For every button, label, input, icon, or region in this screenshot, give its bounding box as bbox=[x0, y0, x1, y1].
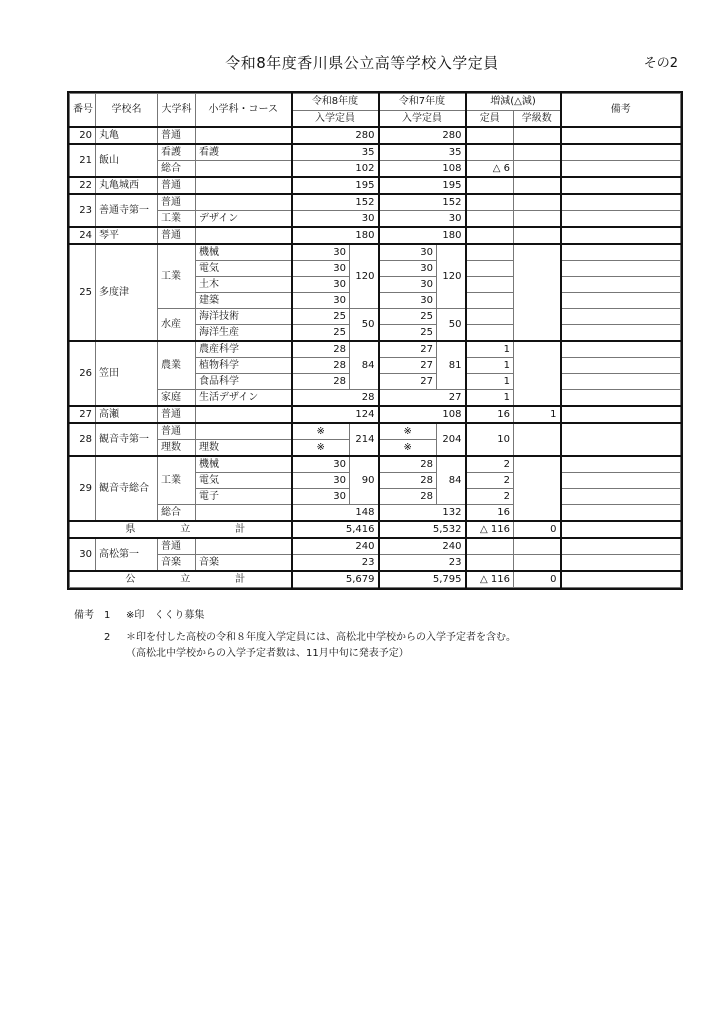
r7-capacity: 195 bbox=[379, 177, 466, 194]
school-name: 多度津 bbox=[96, 244, 158, 341]
remarks bbox=[561, 308, 681, 324]
r7-course-capacity: 30 bbox=[379, 292, 437, 308]
remarks bbox=[561, 227, 681, 244]
r7-capacity: 30 bbox=[379, 210, 466, 227]
course bbox=[196, 127, 292, 144]
r8-course-capacity: 28 bbox=[292, 373, 350, 389]
bundled-recruitment-mark: ※ bbox=[292, 439, 350, 456]
r8-total: 5,679 bbox=[292, 571, 379, 588]
r7-course-capacity: 25 bbox=[379, 308, 437, 324]
major: 総合 bbox=[158, 504, 196, 521]
r8-group-total: 50 bbox=[350, 308, 379, 341]
r8-course-capacity: 30 bbox=[292, 472, 350, 488]
table-row bbox=[70, 423, 681, 440]
course: 生活デザイン bbox=[196, 389, 292, 406]
r7-capacity: 280 bbox=[379, 127, 466, 144]
change-capacity bbox=[466, 308, 514, 324]
major: 普通 bbox=[158, 538, 196, 555]
course: 看護 bbox=[196, 144, 292, 161]
major: 水産 bbox=[158, 308, 196, 341]
school-no: 25 bbox=[70, 244, 96, 341]
r7-group-total: 120 bbox=[437, 244, 466, 309]
remarks bbox=[561, 357, 681, 373]
total-label-c: 計 bbox=[235, 573, 246, 585]
change-total: △ 116 bbox=[466, 521, 514, 538]
course: 電気 bbox=[196, 472, 292, 488]
major: 看護 bbox=[158, 144, 196, 161]
major: 普通 bbox=[158, 127, 196, 144]
change-classes bbox=[514, 341, 561, 406]
change-capacity bbox=[466, 127, 514, 144]
r7-course-capacity: 27 bbox=[379, 373, 437, 389]
header-r7-sub: 入学定員 bbox=[379, 110, 466, 127]
change-capacity: 1 bbox=[466, 341, 514, 358]
school-no: 30 bbox=[70, 538, 96, 571]
r8-course-capacity: 25 bbox=[292, 308, 350, 324]
r7-capacity: 240 bbox=[379, 538, 466, 555]
r7-capacity: 108 bbox=[379, 406, 466, 423]
school-no: 21 bbox=[70, 144, 96, 177]
r7-capacity: 27 bbox=[379, 389, 466, 406]
course bbox=[196, 538, 292, 555]
course: 音楽 bbox=[196, 554, 292, 571]
remarks bbox=[561, 571, 681, 588]
remarks bbox=[561, 521, 681, 538]
change-classes bbox=[514, 227, 561, 244]
r8-course-capacity: 28 bbox=[292, 357, 350, 373]
course: 農産科学 bbox=[196, 341, 292, 358]
school-name: 笠田 bbox=[96, 341, 158, 406]
r8-capacity: 30 bbox=[292, 210, 379, 227]
change-capacity bbox=[466, 538, 514, 555]
r8-course-capacity: 30 bbox=[292, 244, 350, 261]
r7-capacity: 35 bbox=[379, 144, 466, 161]
r8-total: 5,416 bbox=[292, 521, 379, 538]
r8-course-capacity: 25 bbox=[292, 324, 350, 341]
total-label-b: 立 bbox=[180, 573, 191, 585]
r8-course-capacity: 30 bbox=[292, 488, 350, 504]
r8-group-total: 214 bbox=[350, 423, 379, 456]
table-row bbox=[70, 538, 681, 555]
major: 普通 bbox=[158, 423, 196, 440]
change-capacity: 2 bbox=[466, 472, 514, 488]
r7-capacity: 23 bbox=[379, 554, 466, 571]
note-2 bbox=[74, 630, 516, 646]
major: 普通 bbox=[158, 406, 196, 423]
remarks bbox=[561, 456, 681, 473]
school-name: 善通寺第一 bbox=[96, 194, 158, 227]
r7-course-capacity: 27 bbox=[379, 341, 437, 358]
r7-course-capacity: 28 bbox=[379, 488, 437, 504]
change-classes bbox=[514, 538, 561, 555]
change-classes bbox=[514, 244, 561, 341]
table-row bbox=[70, 554, 681, 571]
change-classes bbox=[514, 194, 561, 211]
change-capacity: △ 6 bbox=[466, 160, 514, 177]
table-row bbox=[70, 389, 681, 406]
header-change-cap: 定員 bbox=[466, 110, 514, 127]
r8-course-capacity: 30 bbox=[292, 276, 350, 292]
r8-group-total: 84 bbox=[350, 341, 379, 390]
prefectural-total-row bbox=[70, 521, 681, 538]
table-row bbox=[70, 210, 681, 227]
course: 建築 bbox=[196, 292, 292, 308]
course bbox=[196, 177, 292, 194]
table-row bbox=[70, 160, 681, 177]
major: 普通 bbox=[158, 194, 196, 211]
bundled-recruitment-mark: ※ bbox=[379, 439, 437, 456]
page-title: 令和8年度香川県公立高等学校入学定員 bbox=[225, 54, 499, 72]
header-school: 学校名 bbox=[96, 94, 158, 127]
r7-group-total: 204 bbox=[437, 423, 466, 456]
course bbox=[196, 227, 292, 244]
header-r8: 令和8年度 bbox=[292, 94, 379, 111]
remarks bbox=[561, 488, 681, 504]
r7-group-total: 84 bbox=[437, 456, 466, 505]
change-capacity: 1 bbox=[466, 357, 514, 373]
school-name: 観音寺総合 bbox=[96, 456, 158, 521]
r8-capacity: 152 bbox=[292, 194, 379, 211]
major: 音楽 bbox=[158, 554, 196, 571]
remarks bbox=[561, 341, 681, 358]
header-remarks: 備考 bbox=[561, 94, 681, 127]
total-label-a: 公 bbox=[125, 573, 136, 585]
header-major: 大学科 bbox=[158, 94, 196, 127]
remarks bbox=[561, 160, 681, 177]
note-2-continuation: （高松北中学校からの入学予定者数は、11月中旬に発表予定） bbox=[126, 648, 409, 659]
table-row bbox=[70, 177, 681, 194]
course: 機械 bbox=[196, 456, 292, 473]
change-classes bbox=[514, 456, 561, 521]
school-name: 高松第一 bbox=[96, 538, 158, 571]
remarks bbox=[561, 144, 681, 161]
major: 理数 bbox=[158, 439, 196, 456]
r8-course-capacity: 28 bbox=[292, 341, 350, 358]
table-row bbox=[70, 504, 681, 521]
r8-capacity: 195 bbox=[292, 177, 379, 194]
school-name: 琴平 bbox=[96, 227, 158, 244]
r7-course-capacity: 30 bbox=[379, 260, 437, 276]
table-row bbox=[70, 144, 681, 161]
note-text: ※印 くくり募集 bbox=[126, 610, 205, 621]
school-no: 28 bbox=[70, 423, 96, 456]
bundled-recruitment-mark: ※ bbox=[379, 423, 437, 440]
r8-capacity: 240 bbox=[292, 538, 379, 555]
header-row-1 bbox=[70, 94, 681, 111]
bundled-recruitment-mark: ※ bbox=[292, 423, 350, 440]
remarks bbox=[561, 472, 681, 488]
school-name: 丸亀城西 bbox=[96, 177, 158, 194]
change-capacity bbox=[466, 177, 514, 194]
course: デザイン bbox=[196, 210, 292, 227]
major: 工業 bbox=[158, 244, 196, 309]
course: 電気 bbox=[196, 260, 292, 276]
r7-total: 5,795 bbox=[379, 571, 466, 588]
change-capacity: 2 bbox=[466, 488, 514, 504]
course: 土木 bbox=[196, 276, 292, 292]
change-capacity bbox=[466, 324, 514, 341]
course bbox=[196, 194, 292, 211]
change-capacity bbox=[466, 554, 514, 571]
change-capacity bbox=[466, 227, 514, 244]
r7-capacity: 180 bbox=[379, 227, 466, 244]
change-capacity bbox=[466, 292, 514, 308]
r8-capacity: 23 bbox=[292, 554, 379, 571]
remarks bbox=[561, 210, 681, 227]
change-classes bbox=[514, 210, 561, 227]
school-name: 飯山 bbox=[96, 144, 158, 177]
major: 工業 bbox=[158, 456, 196, 505]
school-name: 高瀬 bbox=[96, 406, 158, 423]
change-capacity: 1 bbox=[466, 373, 514, 389]
header-no: 番号 bbox=[70, 94, 96, 127]
change-capacity: 16 bbox=[466, 504, 514, 521]
course bbox=[196, 504, 292, 521]
remarks bbox=[561, 260, 681, 276]
change-classes-total: 0 bbox=[514, 521, 561, 538]
remarks bbox=[561, 423, 681, 456]
total-label bbox=[70, 571, 292, 588]
course: 機械 bbox=[196, 244, 292, 261]
major: 普通 bbox=[158, 227, 196, 244]
remarks bbox=[561, 244, 681, 261]
r7-course-capacity: 30 bbox=[379, 276, 437, 292]
r8-capacity: 124 bbox=[292, 406, 379, 423]
table-row bbox=[70, 244, 681, 261]
header-change: 増減(△減) bbox=[466, 94, 561, 111]
school-no: 23 bbox=[70, 194, 96, 227]
table-row bbox=[70, 406, 681, 423]
remarks bbox=[561, 554, 681, 571]
change-classes bbox=[514, 144, 561, 161]
r7-capacity: 108 bbox=[379, 160, 466, 177]
table-row bbox=[70, 227, 681, 244]
school-no: 27 bbox=[70, 406, 96, 423]
notes-label: 備考 bbox=[74, 610, 94, 621]
r7-group-total: 81 bbox=[437, 341, 466, 390]
course bbox=[196, 406, 292, 423]
table-row bbox=[70, 194, 681, 211]
change-capacity: 16 bbox=[466, 406, 514, 423]
note-1 bbox=[74, 608, 516, 624]
table-row bbox=[70, 341, 681, 358]
course: 電子 bbox=[196, 488, 292, 504]
r8-group-total: 90 bbox=[350, 456, 379, 505]
remarks bbox=[561, 276, 681, 292]
r8-capacity: 35 bbox=[292, 144, 379, 161]
table-row bbox=[70, 308, 681, 324]
r7-course-capacity: 30 bbox=[379, 244, 437, 261]
total-label-a: 県 bbox=[125, 523, 136, 535]
table-row bbox=[70, 456, 681, 473]
change-classes bbox=[514, 423, 561, 456]
remarks bbox=[561, 538, 681, 555]
page-label: その2 bbox=[643, 56, 678, 71]
change-classes bbox=[514, 127, 561, 144]
remarks bbox=[561, 406, 681, 423]
course: 海洋技術 bbox=[196, 308, 292, 324]
change-capacity bbox=[466, 260, 514, 276]
remarks bbox=[561, 389, 681, 406]
course: 食品科学 bbox=[196, 373, 292, 389]
header-r7: 令和7年度 bbox=[379, 94, 466, 111]
change-classes bbox=[514, 160, 561, 177]
school-no: 22 bbox=[70, 177, 96, 194]
change-capacity: 1 bbox=[466, 389, 514, 406]
change-classes bbox=[514, 554, 561, 571]
course: 理数 bbox=[196, 439, 292, 456]
course bbox=[196, 423, 292, 440]
total-label-c: 計 bbox=[235, 523, 246, 535]
r8-capacity: 28 bbox=[292, 389, 379, 406]
school-name: 丸亀 bbox=[96, 127, 158, 144]
note-text: ＊印を付した高校の令和８年度入学定員には、高松北中学校からの入学予定者を含む。 bbox=[126, 632, 516, 643]
r8-course-capacity: 30 bbox=[292, 260, 350, 276]
r8-capacity: 102 bbox=[292, 160, 379, 177]
remarks bbox=[561, 504, 681, 521]
major: 総合 bbox=[158, 160, 196, 177]
r8-course-capacity: 30 bbox=[292, 456, 350, 473]
r7-course-capacity: 28 bbox=[379, 456, 437, 473]
remarks bbox=[561, 127, 681, 144]
r7-capacity: 132 bbox=[379, 504, 466, 521]
course: 植物科学 bbox=[196, 357, 292, 373]
remarks bbox=[561, 194, 681, 211]
school-no: 20 bbox=[70, 127, 96, 144]
r8-group-total: 120 bbox=[350, 244, 379, 309]
course: 海洋生産 bbox=[196, 324, 292, 341]
course bbox=[196, 160, 292, 177]
r8-capacity: 180 bbox=[292, 227, 379, 244]
change-capacity bbox=[466, 194, 514, 211]
r7-total: 5,532 bbox=[379, 521, 466, 538]
header-course: 小学科・コース bbox=[196, 94, 292, 127]
r8-capacity: 148 bbox=[292, 504, 379, 521]
remarks bbox=[561, 373, 681, 389]
change-capacity bbox=[466, 144, 514, 161]
r7-course-capacity: 25 bbox=[379, 324, 437, 341]
change-total: △ 116 bbox=[466, 571, 514, 588]
r7-group-total: 50 bbox=[437, 308, 466, 341]
school-no: 26 bbox=[70, 341, 96, 406]
enrollment-table bbox=[69, 93, 681, 588]
school-no: 29 bbox=[70, 456, 96, 521]
change-capacity bbox=[466, 244, 514, 261]
school-no: 24 bbox=[70, 227, 96, 244]
change-classes bbox=[514, 177, 561, 194]
note-number: 2 bbox=[104, 632, 111, 643]
table-row bbox=[70, 127, 681, 144]
remarks bbox=[561, 292, 681, 308]
change-capacity bbox=[466, 276, 514, 292]
major: 工業 bbox=[158, 210, 196, 227]
remarks bbox=[561, 177, 681, 194]
r8-capacity: 280 bbox=[292, 127, 379, 144]
total-label-b: 立 bbox=[180, 523, 191, 535]
notes-section bbox=[74, 608, 516, 662]
r8-course-capacity: 30 bbox=[292, 292, 350, 308]
change-classes-total: 0 bbox=[514, 571, 561, 588]
header-r8-sub: 入学定員 bbox=[292, 110, 379, 127]
public-total-row bbox=[70, 571, 681, 588]
major: 家庭 bbox=[158, 389, 196, 406]
change-capacity: 2 bbox=[466, 456, 514, 473]
change-capacity bbox=[466, 210, 514, 227]
change-capacity: 10 bbox=[466, 423, 514, 456]
total-label bbox=[70, 521, 292, 538]
major: 普通 bbox=[158, 177, 196, 194]
r7-course-capacity: 28 bbox=[379, 472, 437, 488]
major: 農業 bbox=[158, 341, 196, 390]
remarks bbox=[561, 324, 681, 341]
r7-capacity: 152 bbox=[379, 194, 466, 211]
header-change-cls: 学級数 bbox=[514, 110, 561, 127]
change-classes: 1 bbox=[514, 406, 561, 423]
r7-course-capacity: 27 bbox=[379, 357, 437, 373]
note-number: 1 bbox=[104, 610, 111, 621]
school-name: 観音寺第一 bbox=[96, 423, 158, 456]
